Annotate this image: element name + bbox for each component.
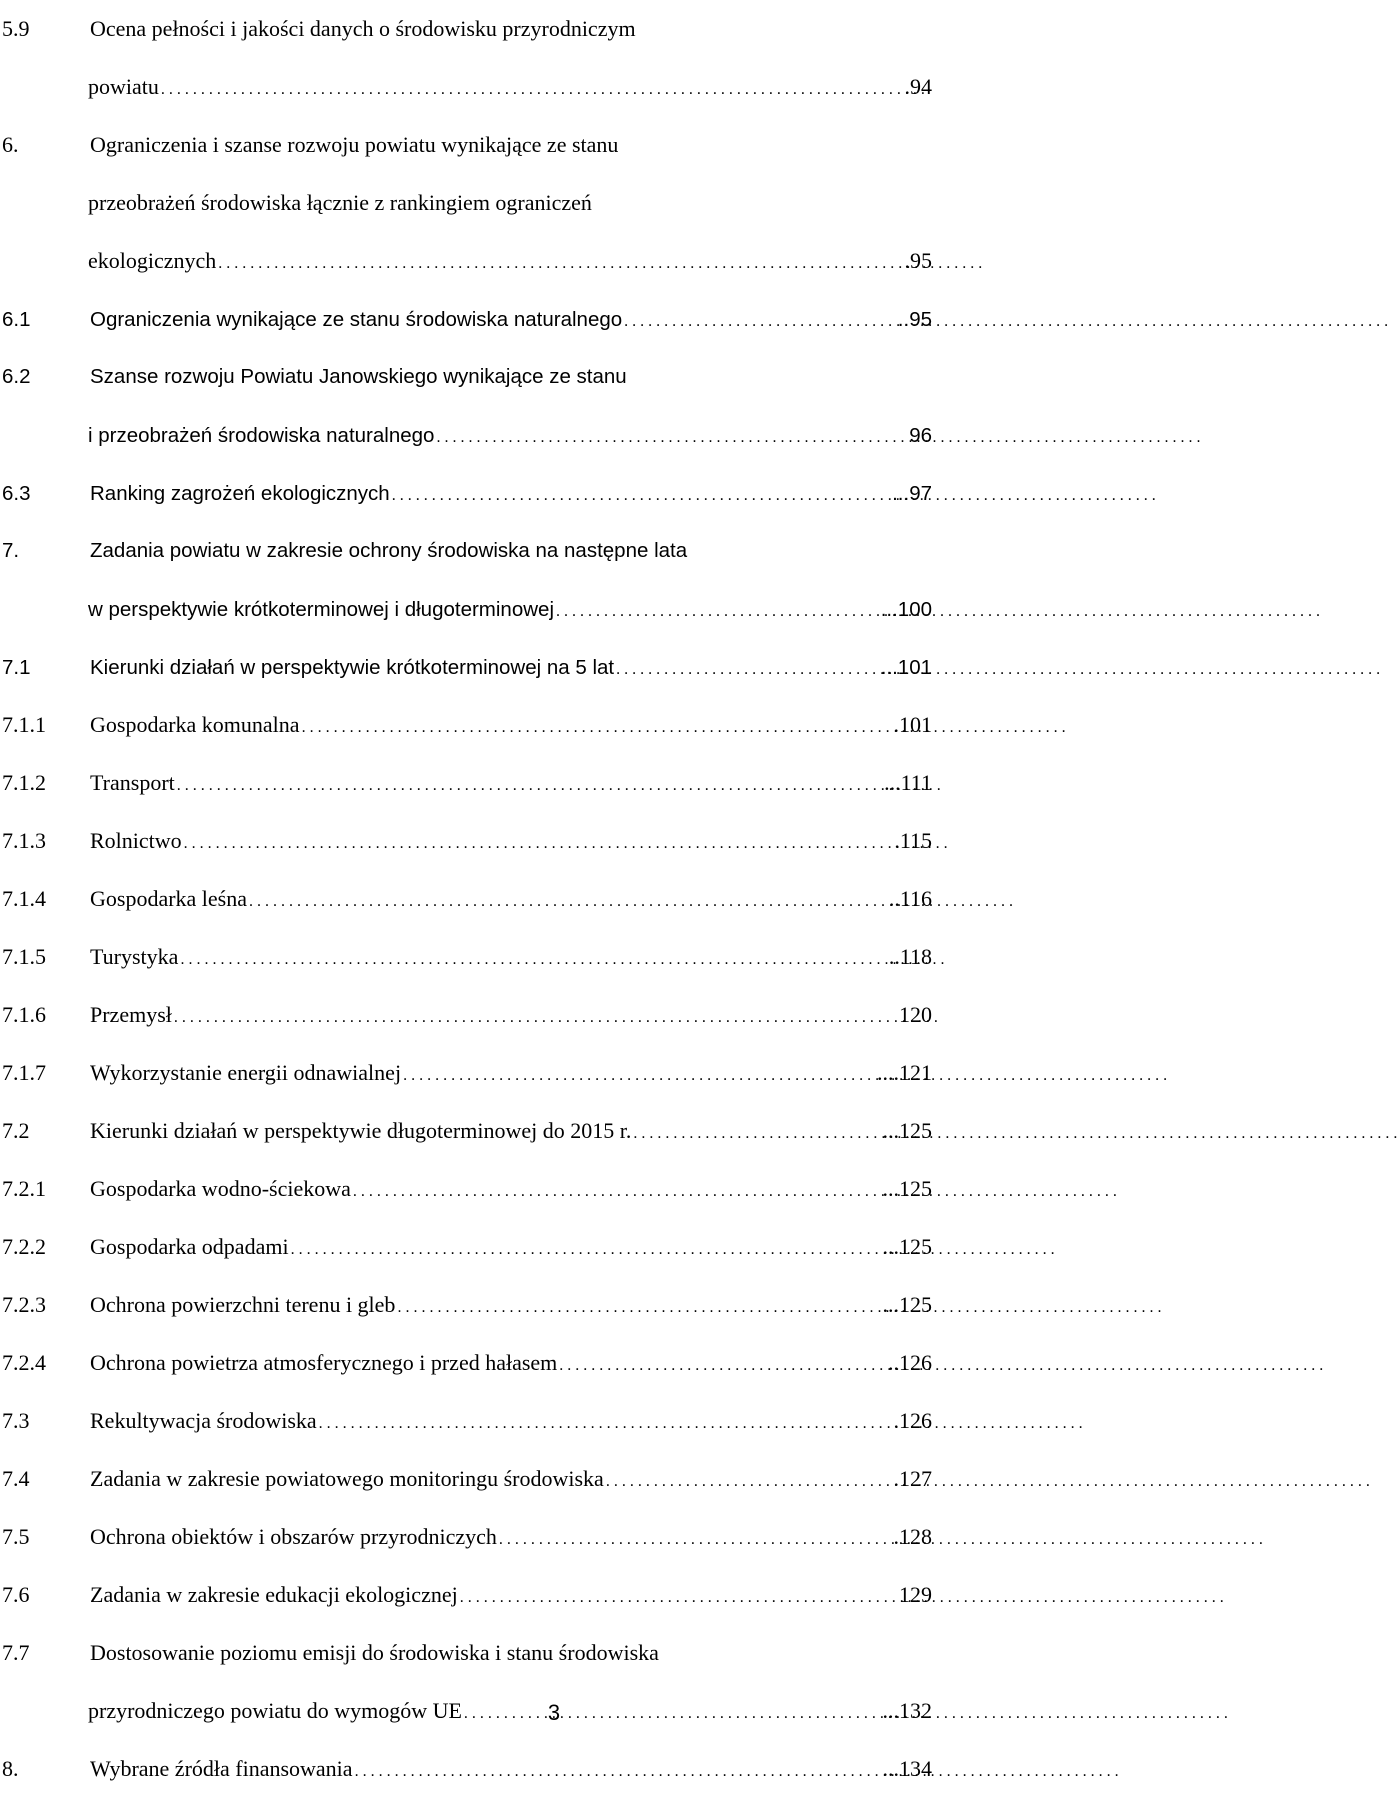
toc-entry-page: ..118 [888, 944, 932, 969]
toc-entry-title: Transport [90, 770, 175, 795]
toc-entry-page: ...125 [882, 1118, 932, 1143]
toc-entry-page: ...125 [882, 1234, 932, 1259]
toc-entry-line [0, 348, 932, 406]
toc-entry-title: Ranking zagrożeń ekologicznych [90, 482, 390, 505]
toc-entry-number: 7.3 [2, 1408, 30, 1433]
toc-entry-page: .95 [904, 248, 932, 273]
toc-entry-number: 7.2.1 [2, 1176, 46, 1201]
toc-entry-page: 120 [899, 1002, 932, 1027]
toc-entry-number: 6.2 [2, 365, 31, 388]
toc-leader-dots [172, 986, 899, 1047]
toc-entry-line [0, 870, 932, 928]
toc-leader-dots [300, 696, 894, 757]
toc-leader-dots [434, 406, 909, 467]
toc-entry-title: powiatu [88, 74, 159, 99]
toc-entry-line [0, 812, 932, 870]
toc-entry-number: 7.7 [2, 1640, 30, 1665]
toc-entry-page: .94 [904, 74, 932, 99]
toc-entry-page: ...100 [880, 598, 932, 621]
toc-entry-line [0, 638, 932, 696]
toc-entry-page: 129 [899, 1582, 932, 1607]
toc-entry-number: 7.4 [2, 1466, 30, 1491]
toc-leader-dots [353, 1740, 883, 1801]
toc-entry-title: przyrodniczego powiatu do wymogów UE [88, 1698, 462, 1723]
toc-entry-title: Rolnictwo [90, 828, 182, 853]
toc-leader-dots [182, 812, 895, 873]
toc-entry-title: ekologicznych [88, 248, 217, 273]
toc-entry-title: Zadania w zakresie edukacji ekologicznej [90, 1582, 458, 1607]
toc-leader-dots [554, 580, 881, 641]
toc-leader-dots [604, 1450, 894, 1511]
toc-entry-title: Gospodarka wodno-ściekowa [90, 1176, 351, 1201]
toc-entry-number: 6.1 [2, 308, 31, 331]
toc-leader-dots [395, 1276, 882, 1337]
toc-entry-number: 7.1 [2, 656, 31, 679]
toc-entry-line [0, 1392, 932, 1450]
toc-leader-dots [317, 1392, 894, 1453]
toc-entry-line [0, 580, 932, 638]
toc-entry-line [0, 1276, 932, 1334]
toc-entry-page: ..116 [888, 886, 932, 911]
toc-leader-dots [175, 754, 884, 815]
toc-leader-dots [401, 1044, 877, 1105]
toc-entry-line [0, 1566, 932, 1624]
toc-entry-line [0, 1218, 932, 1276]
toc-entry-line [0, 0, 932, 58]
toc-entry-title: Rekultywacja środowiska [90, 1408, 317, 1433]
toc-entry-number: 7.1.3 [2, 828, 46, 853]
toc-entry-number: 6.3 [2, 482, 31, 505]
toc-entry-page: .101 [893, 712, 932, 737]
toc-leader-dots [458, 1566, 899, 1627]
toc-entry-number: 7.1.5 [2, 944, 46, 969]
toc-entry-number: 7.6 [2, 1582, 30, 1607]
toc-entry-number: 7.2.4 [2, 1350, 46, 1375]
toc-entry-number: 5.9 [2, 16, 30, 41]
toc-entry-page: ...111 [884, 770, 932, 795]
toc-entry-page: ..95 [897, 308, 932, 331]
toc-entry-line [0, 1508, 932, 1566]
toc-entry-title: Szanse rozwoju Powiatu Janowskiego wynikające ze stanu [90, 365, 627, 388]
toc-entry-page: 96 [909, 424, 932, 447]
toc-leader-dots [216, 232, 904, 293]
toc-entry-title: Dostosowanie poziomu emisji do środowiska i stanu środowiska [90, 1640, 659, 1665]
toc-entry-number: 7.1.6 [2, 1002, 46, 1027]
toc-entry-page: .128 [893, 1524, 932, 1549]
toc-entry-title: Ocena pełności i jakości danych o środowisku przyrodniczym [90, 16, 636, 41]
toc-entry-page: .126 [893, 1408, 932, 1433]
toc-entry-page: ...101 [880, 656, 932, 679]
toc-entry-line [0, 464, 932, 522]
toc-entry-line [0, 116, 932, 174]
toc-entry-title: i przeobrażeń środowiska naturalnego [88, 424, 435, 447]
toc-leader-dots [178, 928, 888, 989]
toc-entry-line [0, 1160, 932, 1218]
toc-entry-line [0, 754, 932, 812]
toc-entry-number: 7.1.1 [2, 712, 46, 737]
toc-entry-line [0, 928, 932, 986]
toc-entry-title: Kierunki działań w perspektywie długoterminowej do 2015 r. [90, 1118, 632, 1143]
toc-entry-title: Ochrona powierzchni terenu i gleb [90, 1292, 396, 1317]
toc-entry-line [0, 1102, 932, 1160]
toc-leader-dots [497, 1508, 894, 1569]
toc-leader-dots [390, 464, 892, 525]
toc-entry-page: ...125 [882, 1176, 932, 1201]
toc-entry-number: 7.2.2 [2, 1234, 46, 1259]
toc-leader-dots [557, 1334, 888, 1395]
toc-entry-title: Wybrane źródła finansowania [90, 1756, 353, 1781]
toc-entry-line [0, 1334, 932, 1392]
toc-entry-title: w perspektywie krótkoterminowej i długoterminowej [88, 598, 554, 621]
toc-entry-title: Gospodarka odpadami [90, 1234, 289, 1259]
toc-entry-page: ...132 [882, 1698, 932, 1723]
toc-entry-page: ....121 [877, 1060, 932, 1085]
toc-entry-title: Ochrona obiektów i obszarów przyrodniczych [90, 1524, 497, 1549]
toc-entry-page: .127 [893, 1466, 932, 1491]
toc-entry-title: Zadania powiatu w zakresie ochrony środowiska na następne lata [90, 539, 688, 562]
toc-entry-page: ...125 [882, 1292, 932, 1317]
toc-entry-number: 7. [2, 539, 20, 562]
toc-entry-line [0, 406, 932, 464]
toc-entry-title: Przemysł [90, 1002, 172, 1027]
toc-leader-dots [614, 638, 881, 699]
toc-entry-line [0, 1740, 932, 1798]
toc-entry-page: ...97 [892, 482, 932, 505]
toc-entry-title: Ochrona powietrza atmosferycznego i przed hałasem [90, 1350, 558, 1375]
toc-entry-title: Wykorzystanie energii odnawialnej [90, 1060, 402, 1085]
toc-leader-dots [247, 870, 889, 931]
toc-entry-number: 7.1.2 [2, 770, 46, 795]
toc-entry-number: 6. [2, 132, 19, 157]
toc-entry-number: 7.1.7 [2, 1060, 46, 1085]
toc-entry-line [0, 696, 932, 754]
toc-entry-line [0, 1624, 932, 1682]
toc-entry-title: Turystyka [90, 944, 179, 969]
toc-entry-title: Gospodarka leśna [90, 886, 248, 911]
toc-entry-number: 7.5 [2, 1524, 30, 1549]
toc-entry-title: Gospodarka komunalna [90, 712, 300, 737]
toc-entry-number: 7.2 [2, 1118, 30, 1143]
toc-entry-page: .115 [894, 828, 932, 853]
toc-leader-dots [631, 1102, 882, 1163]
toc-entry-line [0, 174, 932, 232]
toc-entry-line [0, 1044, 932, 1102]
toc-leader-dots [622, 290, 898, 351]
toc-entry-line [0, 290, 932, 348]
toc-entry-number: 8. [2, 1756, 19, 1781]
page-number: 3 [547, 1700, 561, 1725]
toc-entry-page: ...134 [882, 1756, 932, 1781]
toc-entry-title: przeobrażeń środowiska łącznie z rankingiem ograniczeń [88, 190, 592, 215]
toc-entry-line [0, 1450, 932, 1508]
toc-entry-line [0, 986, 932, 1044]
toc-entry-number: 7.1.4 [2, 886, 46, 911]
toc-entry-title: Ograniczenia i szanse rozwoju powiatu wynikające ze stanu [90, 132, 619, 157]
toc-entry-line [0, 58, 932, 116]
toc-entry-page: ..126 [888, 1350, 932, 1375]
toc-entry-number: 7.2.3 [2, 1292, 46, 1317]
toc-leader-dots [351, 1160, 883, 1221]
toc-entry-title: Kierunki działań w perspektywie krótkoterminowej na 5 lat [90, 656, 615, 679]
toc-leader-dots [159, 58, 905, 119]
toc-entry-title: Zadania w zakresie powiatowego monitoringu środowiska [90, 1466, 604, 1491]
toc-entry-title: Ograniczenia wynikające ze stanu środowiska naturalnego [90, 308, 623, 331]
toc-entry-line [0, 522, 932, 580]
toc-entry-line [0, 232, 932, 290]
toc-leader-dots [289, 1218, 883, 1279]
